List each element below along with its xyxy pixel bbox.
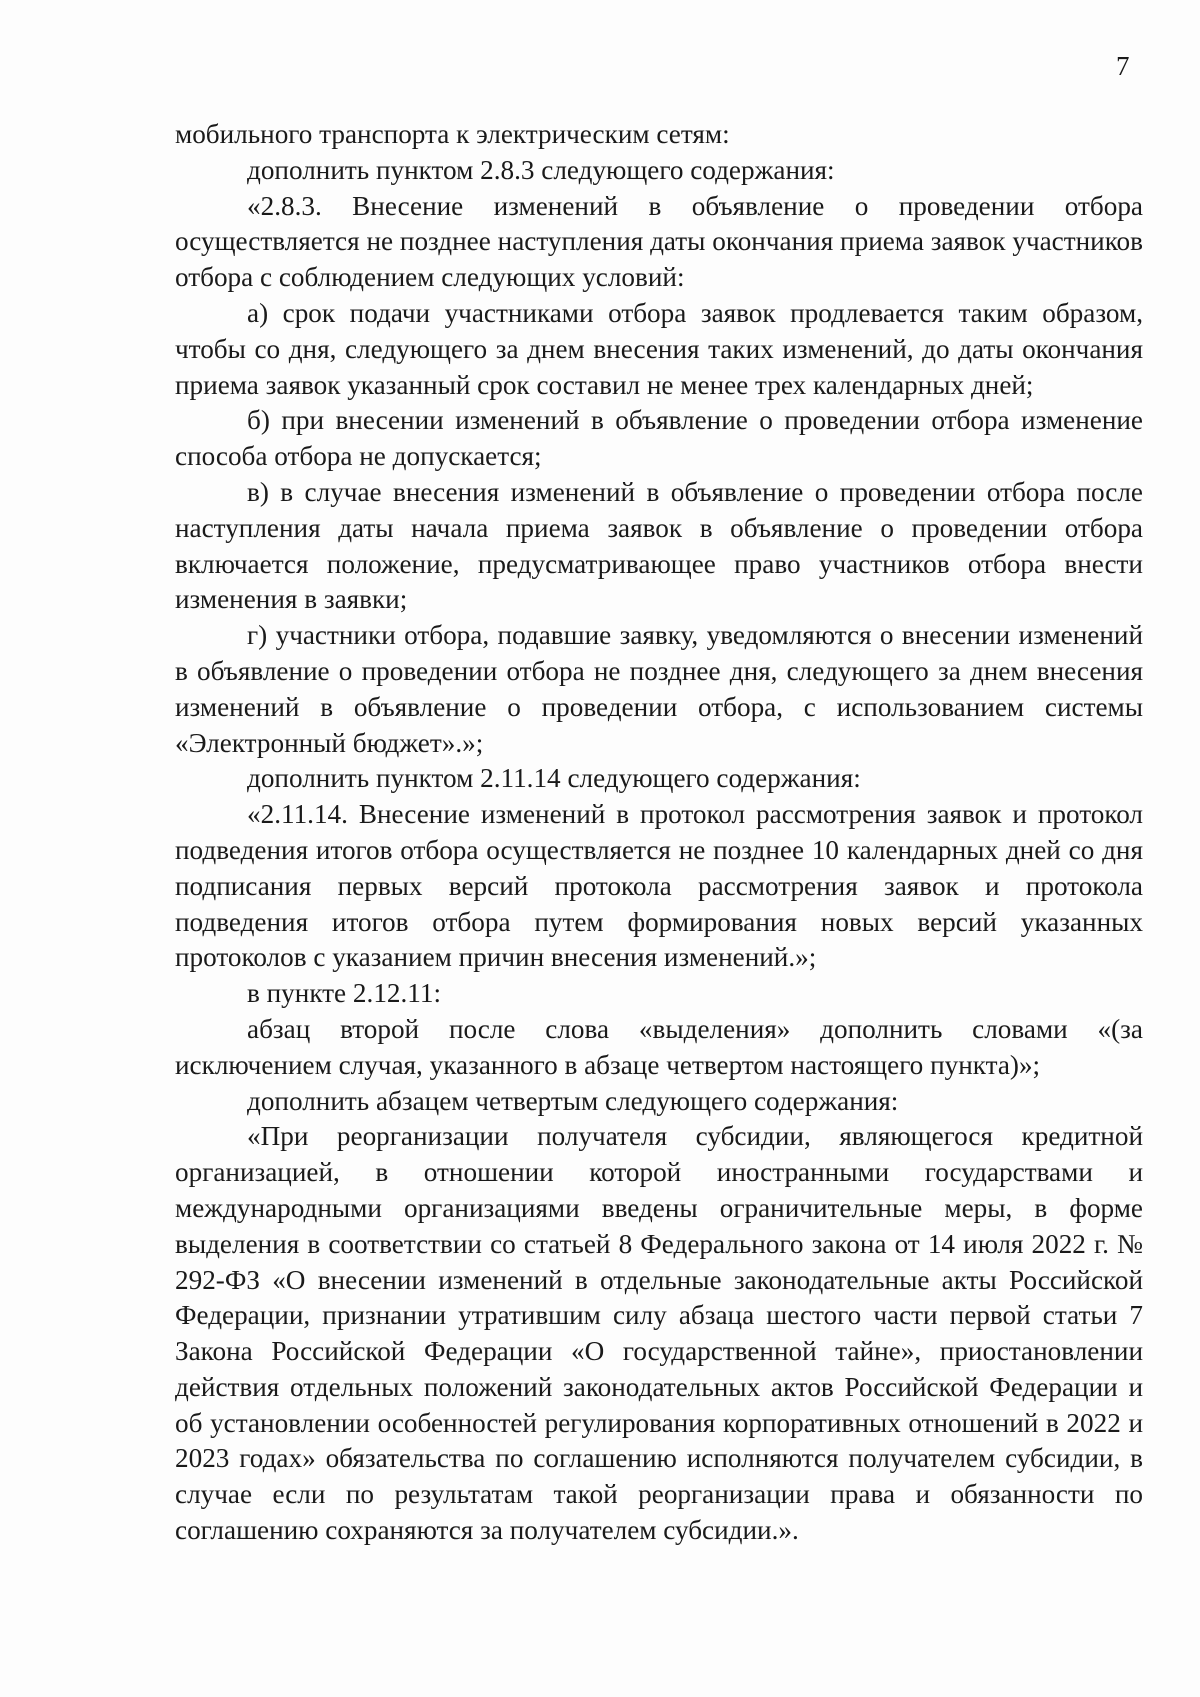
- paragraph-item-g: г) участники отбора, подавшие заявку, уведомляются о внесении изменений в объявление о проведении отбора не позднее дня, следующего за днем внесения изменений в объявление о проведении отбора, с использованием системы «Электронный бюджет».»;: [175, 620, 1143, 758]
- paragraph-2-8-3-text: «2.8.3. Внесение изменений в объявление о проведении отбора осуществляется не позднее наступления даты окончания приема заявок участников отбора с соблюдением следующих условий:: [175, 190, 1143, 293]
- paragraph-item-b: б) при внесении изменений в объявление о проведении отбора изменение способа отбора не допускается;: [175, 405, 1143, 472]
- body-text: [175, 117, 1143, 1549]
- paragraph-continuation: мобильного транспорта к электрическим сетям:: [175, 119, 730, 149]
- paragraph-amend-2-8-3: дополнить пунктом 2.8.3 следующего содержания:: [247, 154, 835, 185]
- paragraph-second-abzac: абзац второй после слова «выделения» дополнить словами «(за исключением случая, указанного в абзаце четвертом настоящего пункта)»;: [175, 1013, 1143, 1080]
- paragraph-item-a: а) срок подачи участниками отбора заявок продлевается таким образом, чтобы со дня, следующего за днем внесения таких изменений, до даты окончания приема заявок указанный срок составил не менее трех календарных дней;: [175, 297, 1143, 400]
- paragraph-2-11-14-text: «2.11.14. Внесение изменений в протокол рассмотрения заявок и протокол подведения итогов отбора осуществляется не позднее 10 календарных дней со дня подписания первых версий протокола рассмотрения заявок и протокола подведения итогов отбора путем формирования новых версий указанных протоколов с указанием причин внесения изменений.»;: [175, 799, 1143, 973]
- paragraph-amend-2-11-14: дополнить пунктом 2.11.14 следующего содержания:: [247, 763, 861, 794]
- paragraph-item-v: в) в случае внесения изменений в объявление о проведении отбора после наступления даты начала приема заявок в объявление о проведении отбора включается положение, предусматривающее право участников отбора внести изменения в заявки;: [175, 476, 1143, 615]
- paragraph-in-2-12-11: в пункте 2.12.11:: [247, 978, 442, 1009]
- page-number: 7: [1116, 51, 1130, 81]
- paragraph-amend-fourth-abzac: дополнить абзацем четвертым следующего содержания:: [247, 1085, 899, 1116]
- paragraph-reorganization: «При реорганизации получателя субсидии, являющегося кредитной организацией, в отношении которой иностранными государствами и международными организациями введены ограничительные меры, в форме выделения в соответствии со статьей 8 Федерального закона от 14 июля 2022 г. № 292-ФЗ «О внесении изменений в отдельные законодательные акты Российской Федерации, признании утратившим силу абзаца шестого части первой статьи 7 Закона Российской Федерации «О государственной тайне», приостановлении действия отдельных положений законодательных актов Российской Федерации и об установлении особенностей регулирования корпоративных отношений в 2022 и 2023 годах» обязательства по соглашению исполняются получателем субсидии, в случае если по результатам такой реорганизации права и обязанности по соглашению сохраняются за получателем субсидии.».: [175, 1121, 1143, 1546]
